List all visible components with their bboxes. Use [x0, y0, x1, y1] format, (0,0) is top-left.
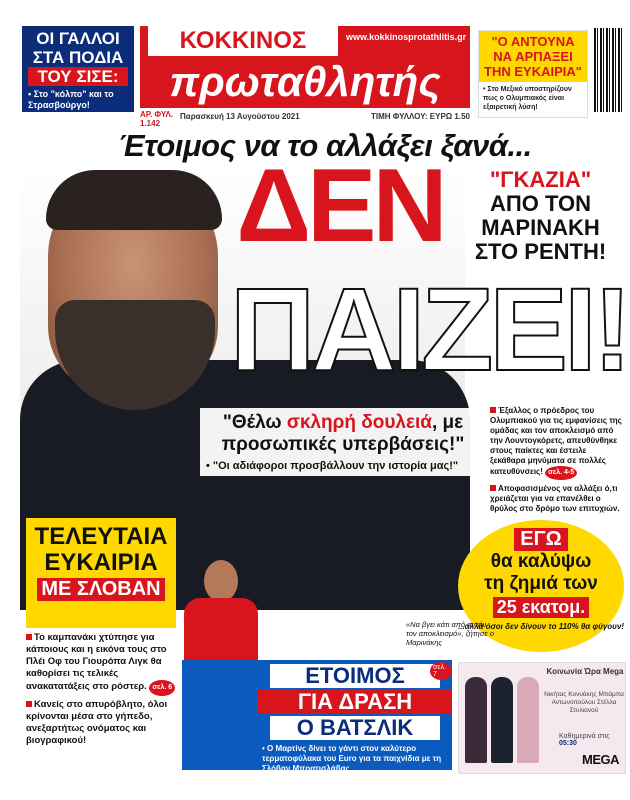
left-yellow-box — [26, 518, 176, 628]
page-ref-badge: σελ. 7 — [430, 662, 452, 680]
oval-line-3: τη ζημιά των — [484, 573, 598, 594]
left-box-line-3: ΜΕ ΣΛΟΒΑΝ — [37, 578, 164, 601]
left-box-line-2: ΕΥΚΑΙΡΙΑ — [44, 549, 158, 576]
brand-top: ΚΟΚΚΙΝΟΣ — [148, 26, 338, 56]
quote-box — [200, 408, 486, 476]
oval-sub: ...αλλά όσοι δεν δίνουν το 110% θα φύγουν! — [458, 622, 625, 631]
issue-number: ΑΡ. ΦΥΛ. 1.142 — [140, 110, 174, 128]
oval-line-2: θα καλύψω — [490, 551, 592, 572]
teaser-sub: • Στο "κόλπο" και το Στρασβούργο! — [28, 89, 114, 110]
bullet-text: Έξαλλος ο πρόεδρος του Ολυμπιακού για τις εμφανίσεις της ομάδας και τον αποκλεισμό από την Λουντογκόρετς, απευθύνθηκε στους παίκτες και έστειλε ξεκάθαρα μηνύματα σε πολλές κατευθύνσεις! — [490, 406, 622, 476]
bullet-square-icon — [26, 634, 32, 640]
barcode — [594, 28, 624, 112]
masthead-logo — [140, 26, 470, 108]
bullet-item — [490, 406, 622, 480]
site-url: www.kokkinosprotathlitis.gr — [346, 32, 467, 42]
photo-hair — [46, 170, 222, 230]
brand-name: πρωταθλητής — [169, 58, 441, 105]
teaser-line-2: ΣΤΑ ΠΟΔΙΑ — [32, 48, 124, 67]
top-right-sub: • Στο Μεξικό υποστηρίζουν πως ο Ολυμπιακός είναι εξαιρετική λύση! — [483, 86, 572, 111]
kicker-line-2: ΑΠΟ ΤΟΝ — [489, 191, 592, 216]
player-head — [204, 560, 238, 602]
right-bullets — [490, 406, 622, 518]
blue-sub: • Ο Μαρτίνς δίνει το γάντι στον καλύτερο τερματοφύλακα του Euro για τα παιχνίδια με τη Σλόβαν Μπρατισλάβας — [262, 744, 442, 773]
bullet-text: Αποφασισμένος να αλλάξει ό,τι χρειάζεται για να επανέλθει ο θρύλος στο δρόμο των επιτυχιών. — [490, 484, 620, 513]
teaser-line-1: ΟΙ ΓΑΛΛΟΙ — [36, 29, 120, 48]
bullet-square-icon — [490, 407, 496, 413]
photo-caption: «Να βγει κάτι από αυτόν τον αποκλεισμό», ζήτησε ο Μαρινάκης — [406, 620, 494, 647]
bullet-item — [490, 484, 622, 514]
left-box-line-1: ΤΕΛΕΥΤΑΙΑ — [34, 523, 168, 550]
ad-presenters: Νικήτας Κονυάκης Μπάμπα Αντωνοπούλου Στέλλα Στυλιανού — [544, 691, 624, 714]
kicker-line-4: ΣΤΟ ΡΕΝΤΗ! — [474, 239, 607, 264]
quote-highlight: σκληρή δουλειά — [286, 412, 432, 433]
bullet-item — [26, 699, 176, 747]
kicker-line-1: "ΓΚΑΖΙΑ" — [489, 167, 592, 192]
tv-ad — [458, 662, 626, 774]
blue-line-2: ΓΙΑ ΔΡΑΣΗ — [258, 690, 452, 714]
bullet-text: Το καμπανάκι χτύπησε για κάποιους και η εικόνα τους στο Πλέι Οφ του Γιουρόπα Λιγκ θα καθορίσει τις τελικές ανακατατάξεις στο ρόστερ. — [26, 632, 167, 692]
ad-person — [517, 677, 539, 763]
top-right-teaser — [478, 30, 588, 118]
bullet-square-icon — [26, 701, 32, 707]
teaser-line-3: ΤΟΥ ΣΙΣΕ: — [28, 67, 128, 86]
main-quote — [206, 412, 480, 456]
right-kicker — [458, 168, 623, 264]
subheadline: Έτοιμος να το αλλάξει ξανά... — [118, 128, 532, 163]
top-left-teaser — [22, 26, 134, 112]
kicker-line-3: ΜΑΡΙΝΑΚΗ — [481, 215, 600, 240]
ad-schedule — [559, 733, 625, 747]
ad-person — [491, 677, 513, 763]
bullet-item — [26, 632, 176, 696]
oval-line-1: ΕΓΩ — [514, 528, 567, 551]
ad-schedule-label: Καθημερινά στις — [559, 733, 610, 740]
quote-sub: • "Οι αδιάφοροι προσβάλλουν την ιστορία μας!" — [206, 460, 459, 472]
bullet-text: Κανείς στο απυρόβλητο, όλοι κρίνονται μέσα στο γήπεδο, ανεξαρτήτως ονόματος και βιογραφικού! — [26, 699, 168, 746]
quote-pre: "Θέλω — [222, 412, 287, 433]
ad-person — [465, 677, 487, 763]
page-ref-badge: σελ. 6 — [149, 680, 175, 696]
blue-line-1: ΕΤΟΙΜΟΣ — [270, 664, 440, 688]
oval-line-4: 25 εκατομ. — [493, 597, 590, 618]
left-bullets — [26, 632, 176, 750]
top-right-headline: "Ο ΑΝΤΟΥΝΑ ΝΑ ΑΡΠΑΞΕΙ ΤΗΝ ΕΥΚΑΙΡΙΑ" — [479, 31, 587, 82]
mega-logo: MEGA — [582, 752, 619, 767]
ad-title: Κοινωνία Ώρα Mega — [546, 667, 624, 676]
issue-price: ΤΙΜΗ ΦΥΛΛΟΥ: ΕΥΡΩ 1.50 — [370, 112, 470, 121]
bullet-square-icon — [490, 485, 496, 491]
bottom-blue-box — [182, 660, 452, 773]
headline-line-1: ΔΕΝ — [236, 148, 444, 264]
blue-line-3: Ο ΒΑΤΣΛΙΚ — [270, 716, 440, 740]
headline-line-2: ΠΑΙΖΕΙ! — [230, 264, 629, 396]
quote-post: , με προσωπικές υπερβάσεις!" — [221, 412, 465, 455]
issue-date: Παρασκευή 13 Αυγούστου 2021 — [180, 112, 300, 121]
issue-bar — [140, 108, 470, 128]
ad-schedule-time: 05:30 — [559, 740, 577, 747]
page-ref-badge: σελ. 4-5 — [545, 466, 577, 480]
